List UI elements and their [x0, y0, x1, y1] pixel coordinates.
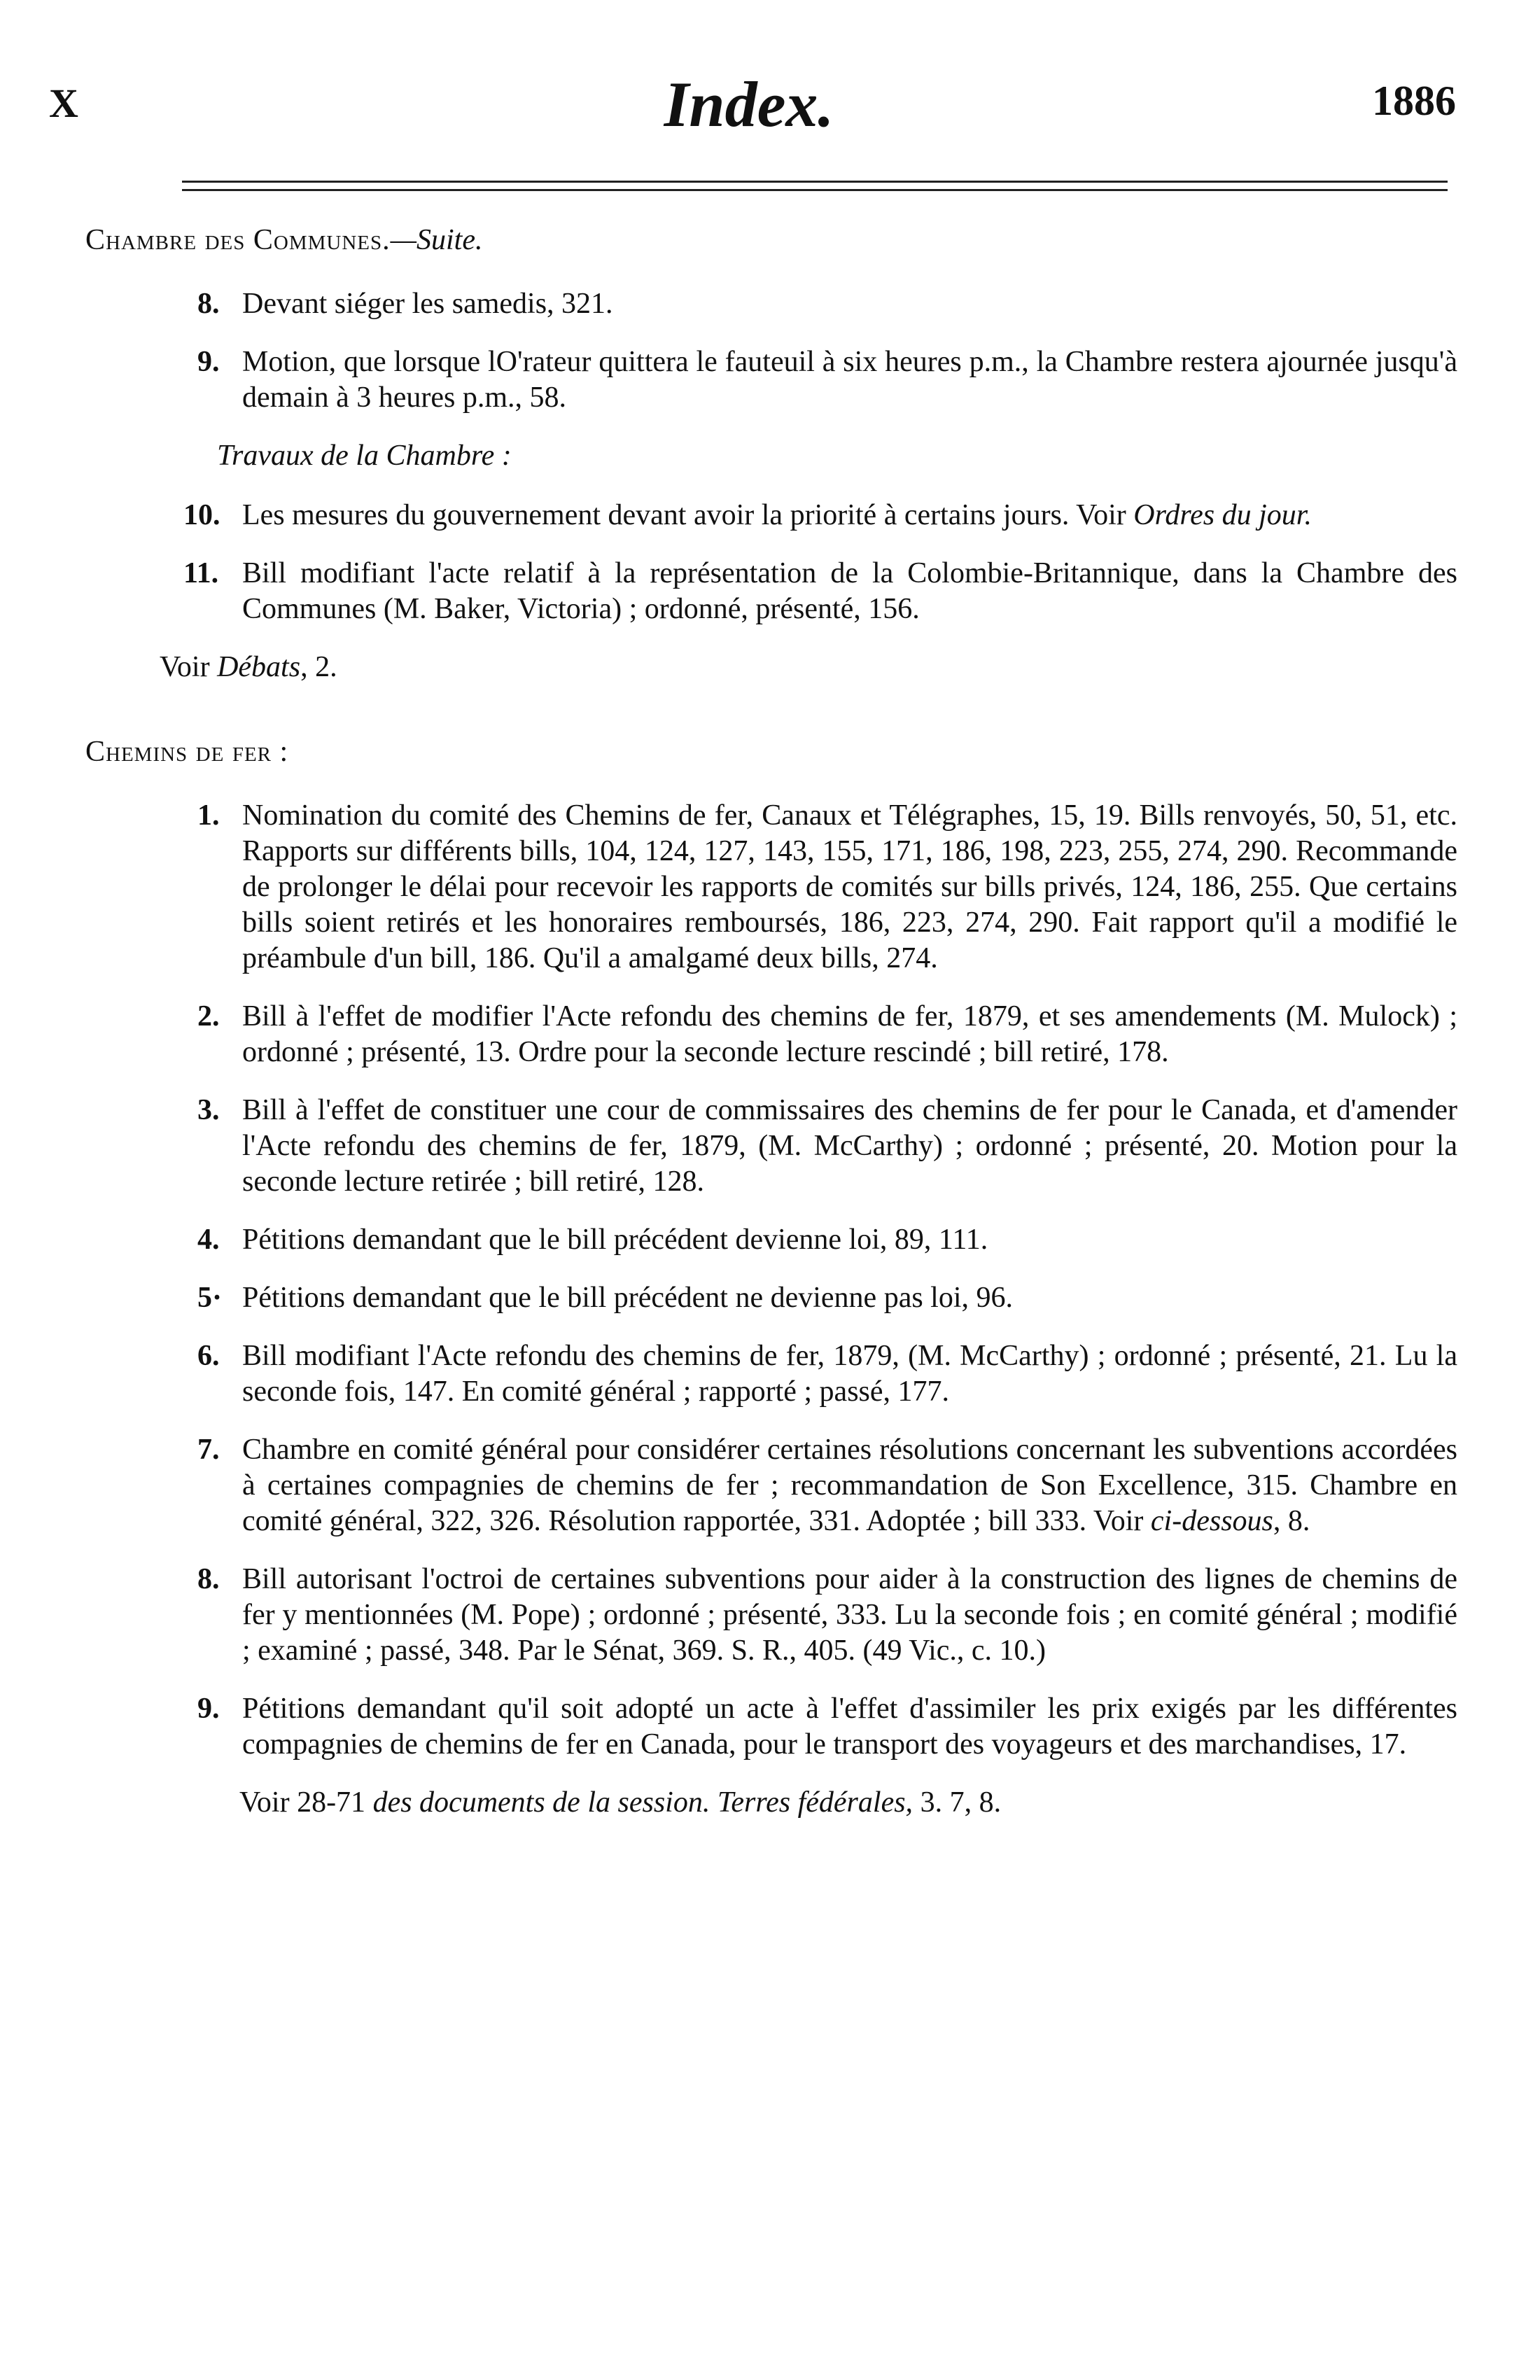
entry-number: 7. [197, 1434, 220, 1466]
page-header [49, 67, 1456, 144]
index-entry [197, 1338, 1457, 1410]
entry-text [242, 498, 1457, 533]
entry-text: Nomination du comité des Chemins de fer, Canaux et Télégraphes, 15, 19. Bills renvoyés, 50, 51, etc. Rapports sur différents bills, 104, 124, 127, 143, 155, 171, 186, 198, 223, 255, 274, 290. Recommande de prolonger le délai pour recevoir les rapports de comités sur bills privés, 124, 186, 255. Que certains bills soient retirés et les honoraires remboursés, 186, 223, 274, 290. Fait rapport qu'il a modifié le préambule d'un bill, 186. Qu'il a amalgamé deux bills, 274. [242, 799, 1457, 974]
section-heading-title: Chemins de fer : [85, 736, 289, 768]
entry-number: 11. [183, 557, 219, 589]
see-also-word: Voir [160, 651, 210, 683]
index-entry [197, 1093, 1457, 1200]
entry-text-italic: Ordres du jour. [1133, 499, 1312, 531]
see-also-word: Voir 28-71 [239, 1786, 366, 1819]
section-chemins-de-fer [85, 734, 1457, 1821]
entry-text-tail: , 8. [1273, 1505, 1310, 1537]
page-title: Index. [664, 69, 834, 140]
see-also-num: 3. 7, 8. [913, 1786, 1002, 1819]
index-entry [197, 798, 1457, 976]
index-entry [197, 1691, 1457, 1763]
index-entry [197, 999, 1457, 1070]
section-heading-suffix: —Suite. [390, 224, 483, 256]
entry-text: Bill modifiant l'acte relatif à la représentation de la Colombie-Britannique, dans la Chambre des Communes (M. Baker, Victoria) ; ordonné, présenté, 156. [242, 557, 1457, 625]
page-year: 1886 [1372, 78, 1456, 124]
entry-number: 8. [197, 288, 220, 320]
see-also-ref-2: Terres fédérales, [717, 1786, 913, 1819]
header-rule-top [182, 181, 1448, 183]
see-also [239, 1785, 1457, 1821]
entry-text-main: Chambre en comité général pour considérer certaines résolutions concernant les subventions accordées à certaines compagnies de chemins de fer ; recommandation de Son Excellence, 315. Chambre en comité général, 322, 326. Résolution rapportée, 331. Adoptée ; bill 333. Voir [242, 1434, 1457, 1537]
index-entry [183, 498, 1457, 533]
entry-number: 9. [197, 346, 220, 378]
index-entry [197, 344, 1457, 416]
index-entry [183, 556, 1457, 627]
section-heading-title: Chambre des Communes. [85, 224, 391, 256]
entry-number: 8. [197, 1563, 220, 1595]
entry-text: Pétitions demandant qu'il soit adopté un acte à l'effet d'assimiler les prix exigés par les différentes compagnies de chemins de fer en Canada, pour le transport des voyageurs et des marchandises, 17. [242, 1693, 1457, 1760]
entry-number: 6. [197, 1340, 220, 1372]
entry-number: 9. [197, 1693, 220, 1725]
see-also-ref: Débats [217, 651, 301, 683]
section-heading [85, 734, 1457, 770]
entry-text: Bill à l'effet de constituer une cour de commissaires des chemins de fer pour le Canada, et d'amender l'Acte refondu des chemins de fer, 1879, (M. McCarthy) ; ordonné ; présenté, 20. Motion pour la seconde lecture retirée ; bill retiré, 128. [242, 1094, 1457, 1198]
header-rule-bottom [182, 189, 1448, 191]
entry-text: Pétitions demandant que le bill précédent ne devienne pas loi, 96. [242, 1282, 1014, 1314]
section-heading [85, 223, 1457, 258]
entry-text [242, 1432, 1457, 1539]
entry-number: 1. [197, 799, 220, 832]
see-also-ref: des documents de la session. [372, 1786, 710, 1819]
page-number-roman: X [49, 80, 78, 126]
index-entry [197, 1280, 1457, 1316]
entry-text-italic: ci-dessous [1150, 1505, 1273, 1537]
entry-text: Motion, que lorsque lO'rateur quittera le fauteuil à six heures p.m., la Chambre restera ajournée jusqu'à demain à 3 heures p.m., 58. [242, 346, 1457, 414]
entry-text: Bill à l'effet de modifier l'Acte refondu des chemins de fer, 1879, et ses amendements (M. Mulock) ; ordonné ; présenté, 13. Ordre pour la seconde lecture rescindé ; bill retiré, 178. [242, 1000, 1457, 1068]
entry-number: 10. [183, 499, 220, 531]
entry-text-main: Les mesures du gouvernement devant avoir la priorité à certains jours. Voir [242, 499, 1126, 531]
index-entry [197, 1562, 1457, 1669]
entry-text: Bill modifiant l'Acte refondu des chemins de fer, 1879, (M. McCarthy) ; ordonné ; présenté, 21. Lu la seconde fois, 147. En comité général ; rapporté ; passé, 177. [242, 1340, 1457, 1408]
see-also [160, 650, 1457, 685]
subheading: Travaux de la Chambre : [217, 440, 512, 472]
entry-text: Bill autorisant l'octroi de certaines subventions pour aider à la construction des lignes de chemins de fer y mentionnées (M. Pope) ; ordonné ; présenté, 333. Lu la seconde fois ; en comité général ; modifié ; examiné ; passé, 348. Par le Sénat, 369. S. R., 405. (49 Vic., c. 10.) [242, 1563, 1457, 1667]
section-chambre-des-communes [85, 223, 1457, 685]
entry-number: 5· [197, 1282, 223, 1314]
entry-text: Pétitions demandant que le bill précédent devienne loi, 89, 111. [242, 1224, 988, 1256]
entry-text: Devant siéger les samedis, 321. [242, 288, 613, 320]
index-content [85, 223, 1457, 1821]
index-entry [197, 1222, 1457, 1258]
entry-number: 4. [197, 1224, 220, 1256]
index-entry [197, 1432, 1457, 1539]
index-entry [197, 286, 1457, 322]
see-also-num: , 2. [300, 651, 337, 683]
entry-number: 2. [197, 1000, 220, 1032]
entry-number: 3. [197, 1094, 220, 1126]
